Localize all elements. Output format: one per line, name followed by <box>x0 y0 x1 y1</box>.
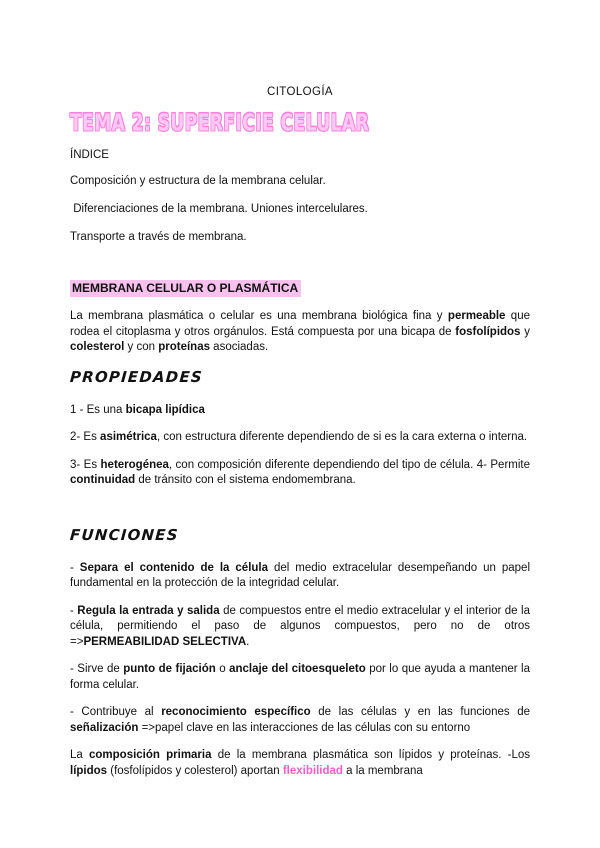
closing-paragraph: La composición primaria de la membrana plasmática son lípidos y proteínas. -Los lípidos (fosfolípidos y colesterol) aportan flexibilidad a la membrana <box>70 749 530 777</box>
page-title: TEMA 2: SUPERFICIE CELULAR <box>70 110 370 137</box>
property-item: 1 - Es una bicapa lipídica <box>70 403 205 416</box>
index-item: Composición y estructura de la membrana celular. <box>70 174 326 187</box>
document-header: CITOLOGÍA <box>266 86 333 98</box>
function-item: - Separa el contenido de la célula del medio extracelular desempeñando un papel fundamental en la protección de la integridad celular. <box>70 561 531 589</box>
page-title-row <box>70 112 530 136</box>
property-item: 2- Es asimétrica, con estructura diferente dependiendo de si es la cara externa o interna. <box>70 431 528 443</box>
function-item: - Contribuye al reconocimiento específico de las células y en las funciones de señalización =>papel clave en las interacciones de las células con su entorno <box>70 706 530 734</box>
membrane-intro-paragraph: La membrana plasmática o celular es una membrana biológica fina y permeable que rodea el citoplasma y otros orgánulos. Está compuesta por una bicapa de fosfolípidos y colesterol y con proteínas asociadas. <box>70 310 530 353</box>
function-item: - Regula la entrada y salida de compuestos entre el medio extracelular y el interior de la célula, permitiendo el paso de algunos compuestos, pero no de otros =>PERMEABILIDAD SELECTIVA. <box>70 604 530 648</box>
properties-heading-row <box>70 368 530 387</box>
index-item: Diferenciaciones de la membrana. Uniones intercelulares. <box>70 202 368 215</box>
index-label: ÍNDICE <box>70 149 109 161</box>
property-item: 3- Es heterogénea, con composición diferente dependiendo del tipo de célula. 4- Permite continuidad de tránsito con el sistema endomembrana. <box>70 458 530 486</box>
functions-heading: FUNCIONES <box>69 525 180 544</box>
functions-heading-row <box>70 526 530 545</box>
membrane-section-heading-row <box>70 279 530 297</box>
properties-heading: PROPIEDADES <box>69 367 204 386</box>
index-item: Transporte a través de membrana. <box>70 230 247 243</box>
function-item: - Sirve de punto de fijación o anclaje del citoesqueleto por lo que ayuda a mantener la forma celular. <box>70 663 530 691</box>
membrane-section-heading: MEMBRANA CELULAR O PLASMÁTICA <box>70 280 301 297</box>
